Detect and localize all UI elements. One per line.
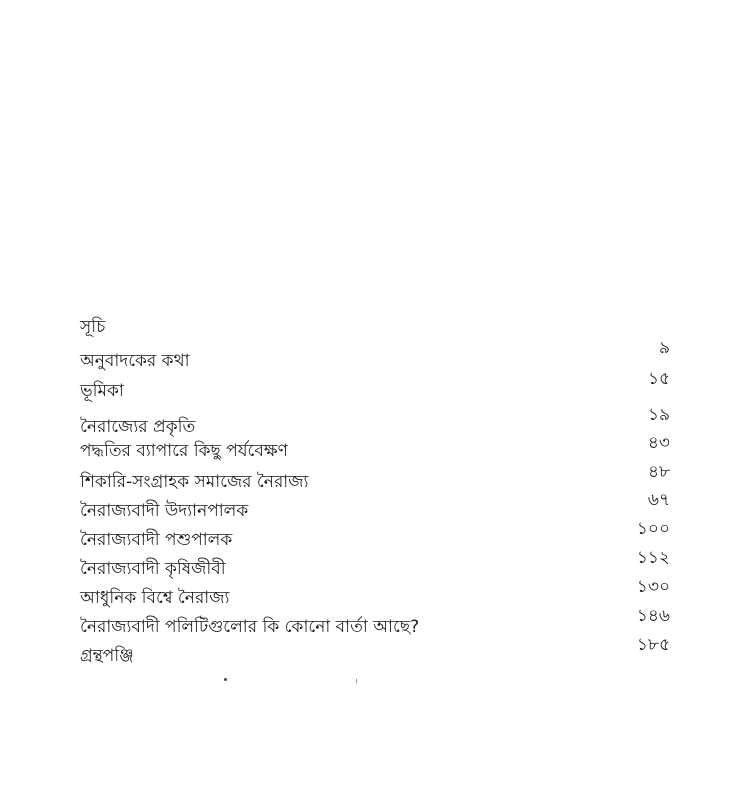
toc-entry-title: গ্রন্থপঞ্জি bbox=[80, 646, 134, 666]
toc-entry-page: ১৫ bbox=[647, 369, 670, 389]
toc-entry-page: ১৪৬ bbox=[636, 606, 670, 626]
toc-entry-page: ৪৮ bbox=[647, 462, 670, 482]
toc-heading: সূচি bbox=[80, 317, 106, 337]
toc-entry-page: ১০০ bbox=[636, 519, 670, 539]
toc-entry-page: ১৩০ bbox=[636, 577, 670, 597]
toc-entry-page: ৪৩ bbox=[647, 433, 670, 453]
toc-entry-title: নৈরাজ্যবাদী কৃষিজীবী bbox=[80, 559, 226, 579]
print-speck bbox=[356, 678, 357, 684]
toc-entry-title: ভূমিকা bbox=[80, 381, 124, 401]
toc-entry-title: আধুনিক বিশ্বে নৈরাজ্য bbox=[80, 588, 230, 608]
toc-entry-title: নৈরাজ্যের প্রকৃতি bbox=[80, 417, 196, 437]
toc-entry-title: নৈরাজ্যবাদী পলিটিগুলোর কি কোনো বার্তা আছে? bbox=[80, 617, 420, 637]
toc-entry-title: শিকারি-সংগ্রাহক সমাজের নৈরাজ্য bbox=[80, 472, 309, 492]
toc-entry-page: ১৯ bbox=[647, 405, 670, 425]
toc-entry-title: অনুবাদকের কথা bbox=[80, 351, 190, 371]
toc-entry-page: ১৮৫ bbox=[636, 635, 670, 655]
toc-entry-title: পদ্ধতির ব্যাপারে কিছু পর্যবেক্ষণ bbox=[80, 441, 288, 461]
print-speck bbox=[224, 678, 227, 681]
toc-entry-title: নৈরাজ্যবাদী উদ্যানপালক bbox=[80, 501, 249, 521]
toc-entry-title: নৈরাজ্যবাদী পশুপালক bbox=[80, 530, 233, 550]
toc-entry-page: ৬৭ bbox=[647, 490, 670, 510]
toc-entry-page: ৯ bbox=[658, 338, 670, 358]
toc-entry-page: ১১২ bbox=[636, 548, 670, 568]
